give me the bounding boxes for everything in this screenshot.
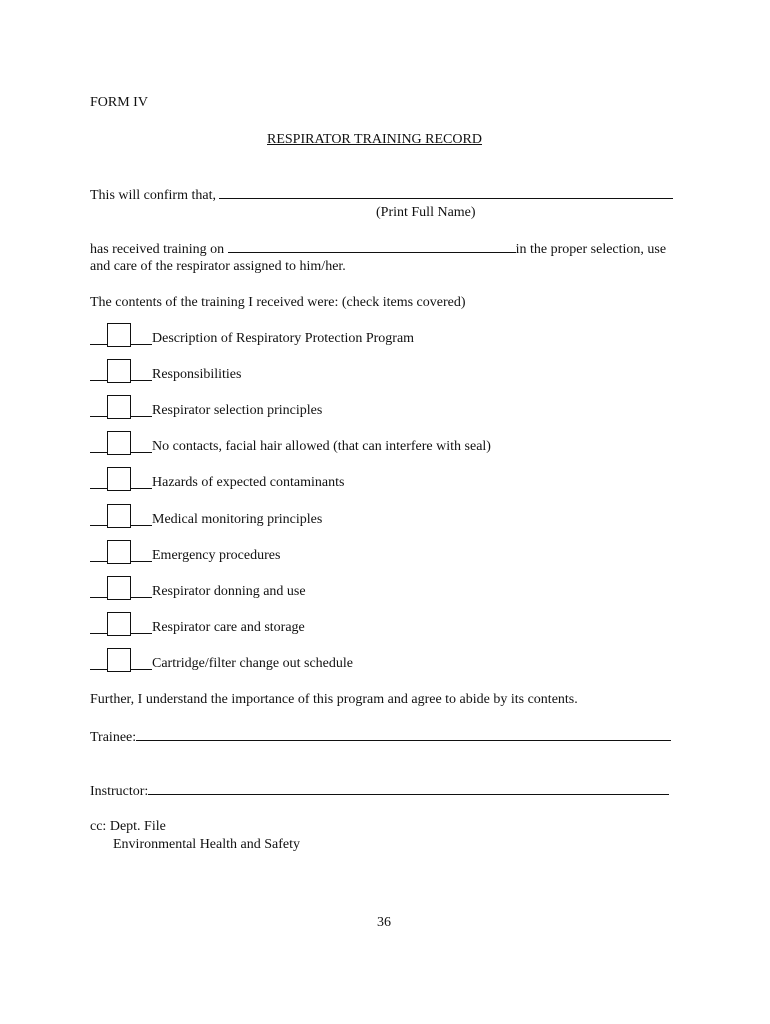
cc-ehs: Environmental Health and Safety xyxy=(113,837,300,852)
cc-dept-file: Dept. File xyxy=(109,819,166,834)
checkbox[interactable] xyxy=(107,359,131,383)
checkbox[interactable] xyxy=(107,395,131,419)
checklist-item-label: Emergency procedures xyxy=(152,548,281,563)
checkbox[interactable] xyxy=(107,576,131,600)
received-suffix: in the proper selection, use xyxy=(515,242,667,257)
confirm-prefix: This will confirm that, xyxy=(90,188,216,203)
checklist-item-label: Respirator donning and use xyxy=(152,584,306,599)
contents-intro: The contents of the training I received were: (check items covered) xyxy=(90,295,466,310)
checkbox[interactable] xyxy=(107,540,131,564)
form-title: RESPIRATOR TRAINING RECORD xyxy=(267,132,482,147)
instructor-label: Instructor: xyxy=(90,784,149,799)
instructor-signature-field[interactable] xyxy=(148,782,669,795)
name-caption: (Print Full Name) xyxy=(376,205,476,220)
cc-label: cc: xyxy=(90,819,107,834)
received-line xyxy=(90,240,666,258)
checkbox[interactable] xyxy=(107,431,131,455)
checkbox[interactable] xyxy=(107,467,131,491)
received-line-2: and care of the respirator assigned to him/her. xyxy=(90,259,346,274)
checkbox[interactable] xyxy=(107,323,131,347)
trainee-label: Trainee: xyxy=(90,730,137,745)
agreement-text: Further, I understand the importance of this program and agree to abide by its contents. xyxy=(90,692,578,707)
cc-block xyxy=(90,818,166,835)
checklist-item-label: Cartridge/filter change out schedule xyxy=(152,656,353,671)
checklist-item-label: Responsibilities xyxy=(152,367,242,382)
checklist-item-label: Description of Respiratory Protection Program xyxy=(152,331,415,346)
checkbox[interactable] xyxy=(107,648,131,672)
page-number: 36 xyxy=(377,915,391,930)
checklist-item-label: Medical monitoring principles xyxy=(152,512,323,527)
training-date-field[interactable] xyxy=(228,240,516,253)
confirm-line xyxy=(90,186,673,204)
form-label: FORM IV xyxy=(90,95,148,110)
full-name-field[interactable] xyxy=(219,186,673,199)
checkbox[interactable] xyxy=(107,612,131,636)
received-prefix: has received training on xyxy=(90,242,225,257)
checklist-item-label: Respirator selection principles xyxy=(152,403,323,418)
trainee-line xyxy=(90,728,671,746)
trainee-signature-field[interactable] xyxy=(136,728,671,741)
checklist-item-label: Respirator care and storage xyxy=(152,620,305,635)
instructor-line xyxy=(90,782,669,800)
checkbox[interactable] xyxy=(107,504,131,528)
checklist-item-label: No contacts, facial hair allowed (that can interfere with seal) xyxy=(152,439,491,454)
checklist-item-label: Hazards of expected contaminants xyxy=(152,475,345,490)
